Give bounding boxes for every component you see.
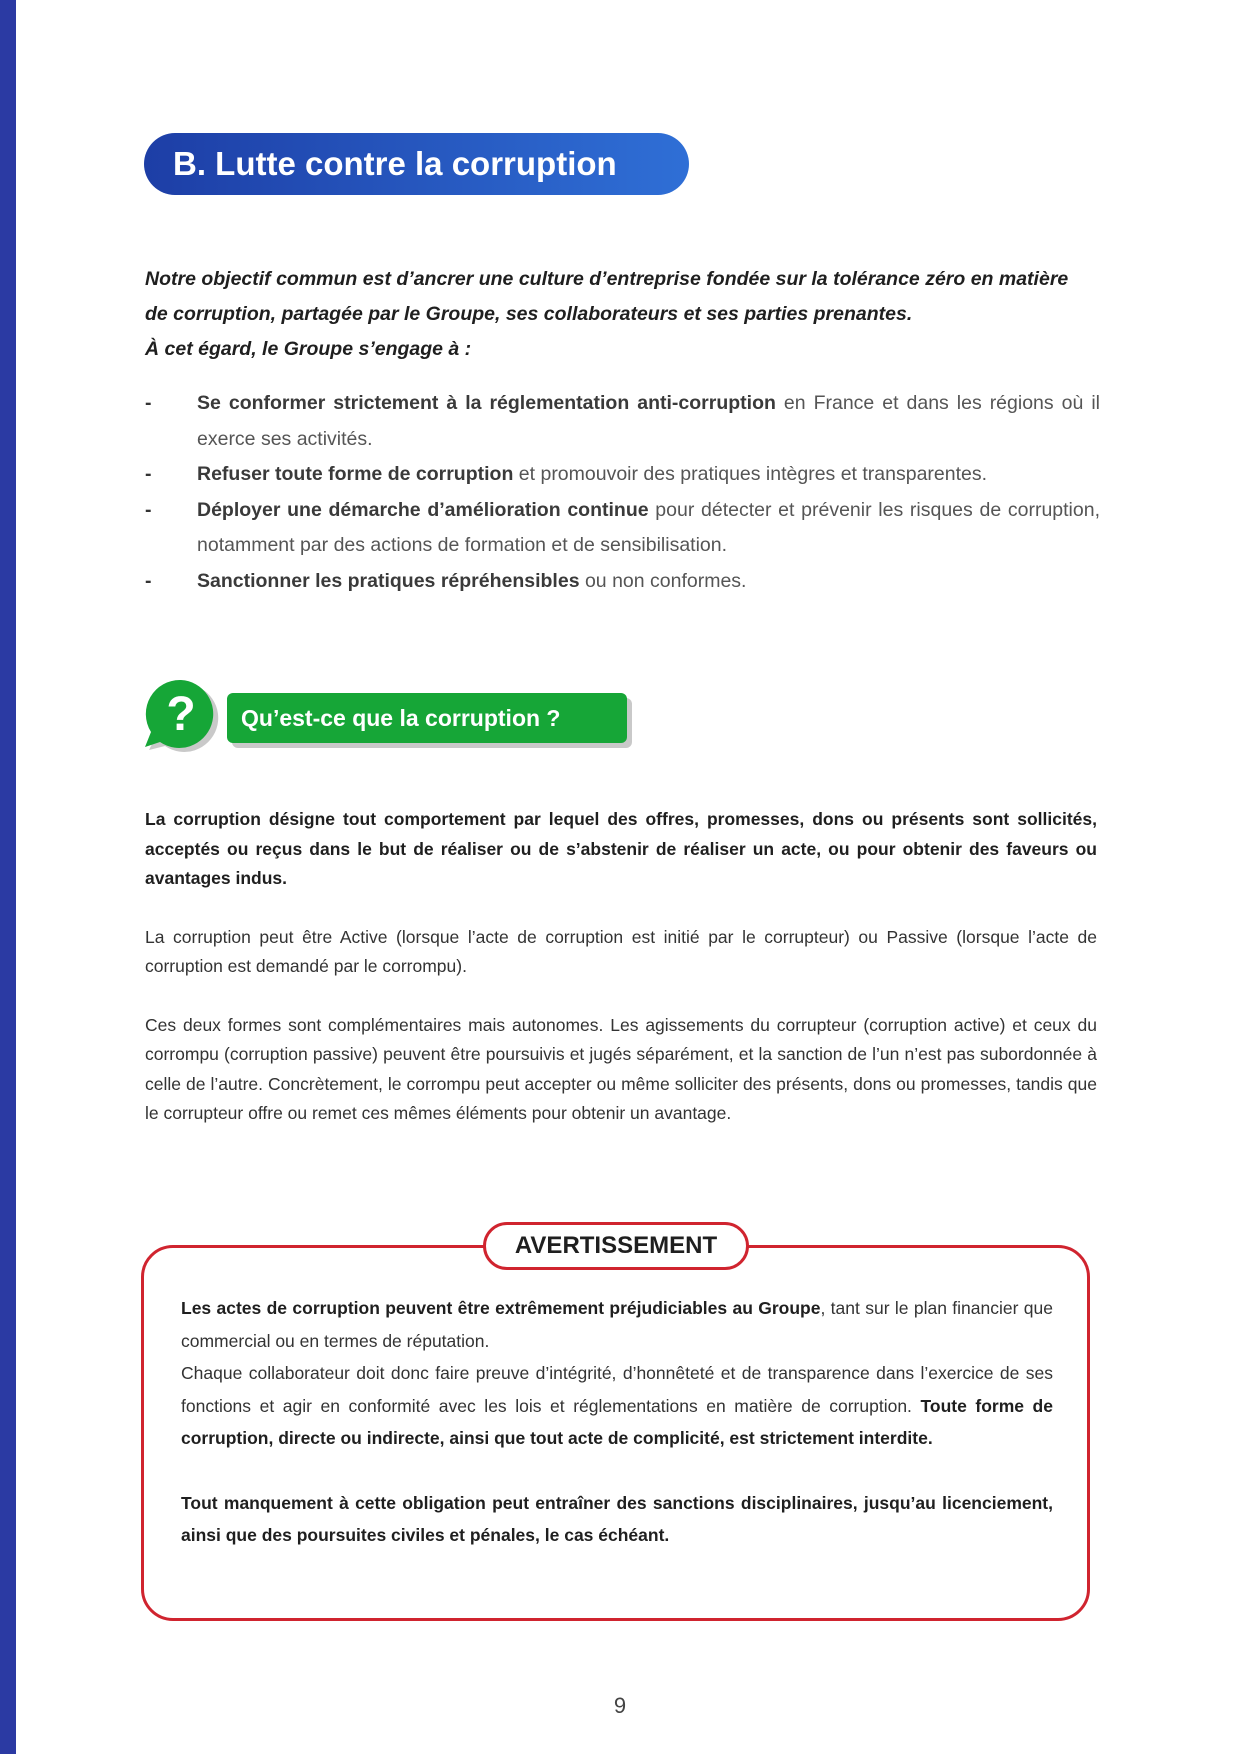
definition-paragraph-2: La corruption peut être Active (lorsque l’acte de corruption est initié par le corrupteur) ou Passive (lorsque l’acte de corruption est demandé par le corrompu). (145, 926, 1097, 976)
section-title: B. Lutte contre la corruption (144, 133, 689, 195)
question-banner: Qu’est-ce que la corruption ? (227, 693, 627, 743)
intro-line-2: À cet égard, le Groupe s’engage à : (145, 338, 472, 360)
question-bubble-icon (143, 678, 223, 754)
warning-p3-bold: Tout manquement à cette obligation peut entraîner des sanctions disciplinaires, jusqu’au licenciement, ainsi que des poursuites civiles et pénales, le cas échéant. (181, 1492, 1053, 1545)
warning-title: AVERTISSEMENT (483, 1222, 749, 1270)
side-accent-bar (0, 0, 16, 1754)
list-dash: - (145, 463, 152, 485)
list-item-rest: et promouvoir des pratiques intègres et transparentes. (513, 463, 988, 485)
list-dash: - (145, 569, 152, 592)
list-item (145, 493, 1100, 564)
list-item-rest: pour détecter et prévenir les risques de corruption, notamment par des actions de formation et de sensibilisation. (197, 498, 1100, 556)
intro-line-1: Notre objectif commun est d’ancrer une culture d’entreprise fondée sur la tolérance zéro en matière de corruption, partagée par le Groupe, ses collaborateurs et ses parties prenantes. (145, 268, 1069, 325)
page-number: 9 (613, 1693, 627, 1718)
definition-block (145, 805, 1097, 1158)
intro-text (145, 262, 1095, 367)
list-item-bold: Refuser toute forme de corruption (197, 463, 514, 485)
list-dash: - (145, 498, 152, 521)
warning-p1-rest: , tant sur le plan financier que commercial ou en termes de réputation. (181, 1298, 1053, 1351)
warning-paragraph-3 (181, 1487, 1053, 1552)
warning-text (181, 1292, 1053, 1552)
commitment-list (145, 386, 1100, 599)
list-item (145, 564, 1100, 600)
definition-paragraph-1: La corruption désigne tout comportement par lequel des offres, promesses, dons ou présents sont sollicités, acceptés ou reçus dans le but de réaliser ou de s’abstenir de réaliser un acte, ou pour obtenir des faveurs ou avantages indus. (145, 809, 1097, 888)
list-item-bold: Sanctionner les pratiques répréhensibles (197, 569, 580, 592)
list-dash: - (145, 392, 152, 414)
list-item-bold: Déployer une démarche d’amélioration continue (197, 498, 649, 521)
list-item-bold: Se conformer strictement à la réglementation anti-corruption (197, 392, 776, 414)
warning-paragraph-2 (181, 1357, 1053, 1455)
warning-paragraph-1 (181, 1292, 1053, 1357)
question-mark-glyph: ? (166, 688, 196, 741)
warning-p1-bold: Les actes de corruption peuvent être extrêmement préjudiciables au Groupe (181, 1298, 821, 1318)
definition-paragraph-3: Ces deux formes sont complémentaires mais autonomes. Les agissements du corrupteur (corruption active) et ceux du corrompu (corruption passive) peuvent être poursuivis et jugés séparément, et la sanction de l’un n’est pas subordonnée à celle de l’autre. Concrètement, le corrompu peut accepter ou même solliciter des présents, dons ou promesses, tandis que le corrupteur offre ou remet ces mêmes éléments pour obtenir un avantage. (145, 1014, 1097, 1123)
list-item (145, 386, 1100, 457)
list-item-rest: ou non conformes. (579, 569, 747, 592)
list-item (145, 457, 1100, 493)
warning-p2-bold: Toute forme de corruption, directe ou indirecte, ainsi que tout acte de complicité, est strictement interdite. (181, 1395, 1053, 1448)
list-item-rest: en France et dans les régions où il exerce ses activités. (197, 392, 1100, 450)
warning-p2-start: Chaque collaborateur doit donc faire preuve d’intégrité, d’honnêteté et de transparence dans l’exercice de ses fonctions et agir en conformité avec les lois et réglementations en matière de corruption. (181, 1363, 1053, 1416)
